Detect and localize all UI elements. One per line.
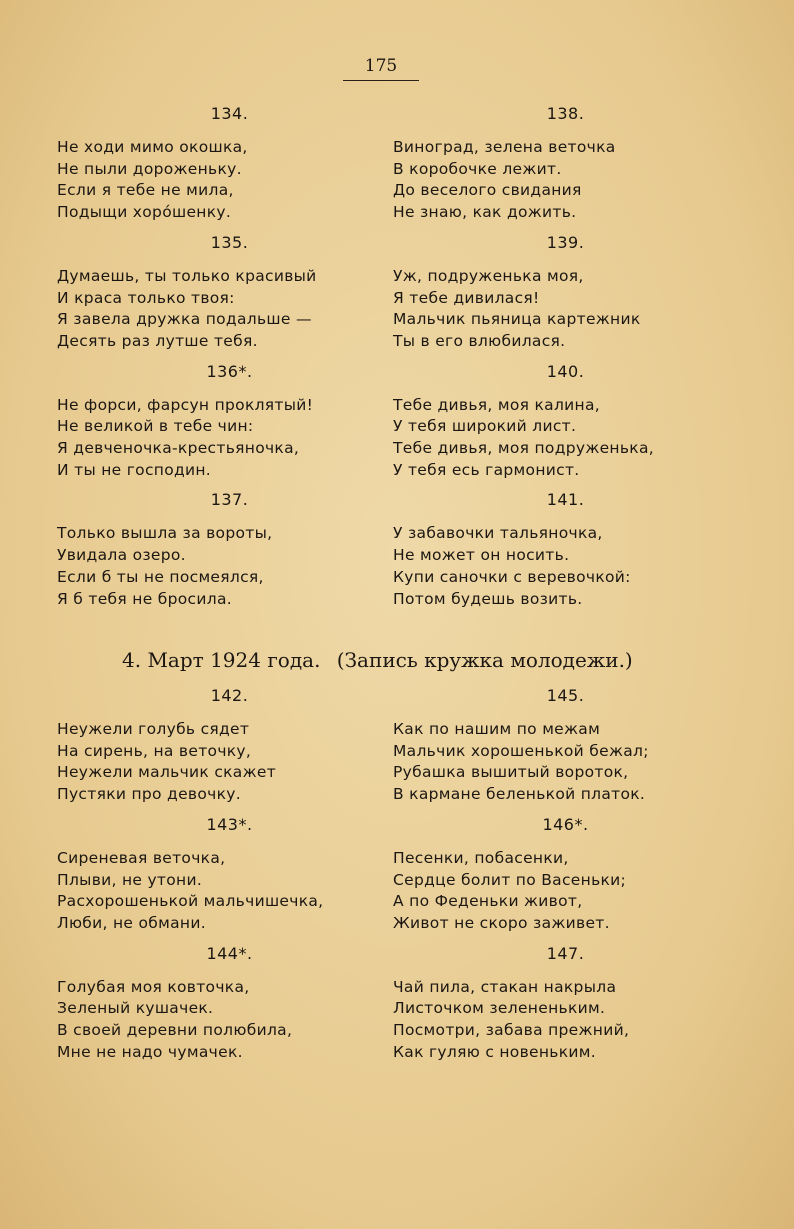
poem-line: Посмотри, забава прежний,: [393, 1021, 630, 1040]
poem-line: Не может он носить.: [393, 546, 570, 565]
poem-line: Песенки, побасенки,: [393, 848, 569, 867]
poem-line: Я тебе дивилася!: [393, 288, 540, 307]
poem-line: В своей деревни полюбила,: [57, 1021, 293, 1040]
poem-line: Я девченочка-крестьяночка,: [57, 439, 300, 458]
poem-line: Уж, подруженька моя,: [393, 266, 584, 285]
poem-number: 143*.: [206, 814, 253, 834]
poem-line: Мне не надо чумачек.: [57, 1042, 243, 1061]
section-note: (Запись кружка молодежи.): [336, 648, 633, 672]
poem-line: Живот не скоро заживет.: [393, 913, 610, 932]
poem-line: Не великой в тебе чин:: [57, 417, 254, 436]
poem-line: Люби, не обмани.: [57, 913, 206, 932]
poem-line: Подыщи хоро́шенку.: [57, 203, 232, 222]
poem: [57, 362, 402, 482]
poem-number: 135.: [210, 232, 249, 252]
poem: [57, 490, 402, 610]
poem-line: Увидала озеро.: [57, 546, 186, 565]
poem-line: Плыви, не утони.: [57, 870, 203, 889]
poem-line: Не ходи мимо окошка,: [57, 138, 248, 156]
poem: [393, 233, 738, 353]
poem-line: Неужели голубь сядет: [57, 720, 250, 738]
poem-line: Не форси, фарсун проклятый!: [57, 395, 314, 414]
poem-line: Мальчик хорошенькой бежал;: [393, 741, 649, 760]
poem-line: Сиреневая веточка,: [57, 848, 226, 867]
poem-number: 141.: [546, 490, 585, 510]
poem: [57, 686, 402, 806]
poem-line: Не пыли дороженьку.: [57, 159, 242, 178]
poem-line: Если я тебе не мила,: [57, 181, 234, 200]
poem-line: Зеленый кушачек.: [57, 999, 214, 1018]
poem-number: 144*.: [206, 943, 253, 963]
poem-number: 145.: [546, 686, 585, 705]
poem: [393, 362, 738, 482]
poem: [393, 490, 738, 610]
poem-line: И ты не господин.: [57, 460, 212, 479]
poem-line: Рубашка вышитый вороток,: [393, 763, 629, 782]
poem-line: У забавочки тальяночка,: [393, 524, 603, 543]
poem-line: Неужели мальчик скажет: [57, 763, 277, 782]
poem: [393, 944, 738, 1064]
poem-number: 139.: [546, 232, 585, 252]
poem-line: А по Феденьки живот,: [393, 892, 583, 911]
poem-line: В кармане беленькой платок.: [393, 785, 646, 804]
poem-number: 140.: [546, 361, 585, 381]
poem-line: Тебе дивья, моя подруженька,: [393, 439, 654, 458]
poem-line: Потом будешь возить.: [393, 589, 583, 608]
poem-line: Как по нашим по межам: [393, 720, 601, 738]
poem: [393, 815, 738, 935]
top-right-column: [393, 104, 738, 619]
poem: [57, 815, 402, 935]
poem: [393, 104, 738, 224]
poem-line: Сердце болит по Васеньки;: [393, 870, 627, 889]
poem-number: 137.: [210, 490, 249, 510]
poem-line: Я завела дружка подальше —: [57, 310, 312, 329]
poem-line: Ты в его влюбилася.: [393, 331, 566, 350]
poem-line: Виноград, зелена веточка: [393, 138, 616, 156]
poem-line: Только вышла за вороты,: [57, 524, 273, 543]
poem: [57, 104, 402, 224]
poem-line: У тебя широкий лист.: [393, 417, 577, 436]
poem-number: 134.: [210, 104, 249, 123]
poem-line: У тебя есь гармонист.: [393, 460, 580, 479]
poem: [57, 944, 402, 1064]
poem-number: 142.: [210, 686, 249, 705]
poem-line: Пустяки про девочку.: [57, 785, 241, 804]
poem-line: Я б тебя не бросила.: [57, 589, 232, 608]
poem-line: Листочком зелененьким.: [393, 999, 606, 1018]
poem: [393, 686, 738, 806]
poem-line: Как гуляю с новеньким.: [393, 1042, 596, 1061]
poem-line: Если б ты не посмеялся,: [57, 567, 264, 586]
poem-line: Купи саночки с веревочкой:: [393, 567, 631, 586]
page-number: 175: [343, 56, 419, 81]
bottom-left-column: [57, 686, 402, 1072]
poem-line: Не знаю, как дожить.: [393, 203, 577, 222]
poem-number: 147.: [546, 943, 585, 963]
poem: [57, 233, 402, 353]
poem-number: 136*.: [206, 361, 253, 381]
poem-line: На сирень, на веточку,: [57, 741, 252, 760]
top-left-column: [57, 104, 402, 619]
section-title: 4. Март 1924 года.: [122, 648, 321, 672]
poem-line: Расхорошенькой мальчишечка,: [57, 892, 324, 911]
section-heading: [122, 648, 682, 672]
poem-number: 138.: [546, 104, 585, 123]
poem-line: И краса только твоя:: [57, 288, 235, 307]
poem-line: В коробочке лежит.: [393, 159, 562, 178]
poem-line: Думаешь, ты только красивый: [57, 266, 317, 285]
poem-line: Голубая моя ковточка,: [57, 977, 250, 996]
poem-line: Мальчик пьяница картежник: [393, 310, 641, 329]
poem-line: До веселого свидания: [393, 181, 582, 200]
poem-number: 146*.: [542, 814, 589, 834]
poem-line: Тебе дивья, моя калина,: [393, 395, 600, 414]
poem-line: Чай пила, стакан накрыла: [393, 977, 617, 996]
poem-line: Десять раз лутше тебя.: [57, 331, 258, 350]
bottom-right-column: [393, 686, 738, 1072]
